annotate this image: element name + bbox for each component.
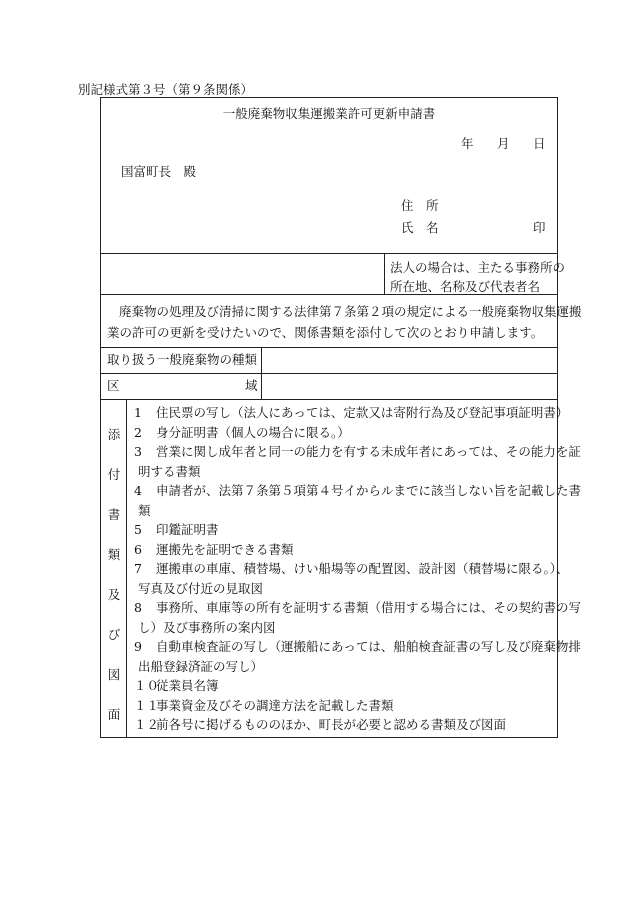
attachments-label-char: 図 xyxy=(107,667,121,682)
area-label-left: 区 xyxy=(107,378,120,393)
attachments-label-char: 類 xyxy=(107,547,121,562)
attachments-label-char: 書 xyxy=(107,507,121,522)
attachment-text-continued: 類 xyxy=(138,502,151,518)
attachments-label-char: 付 xyxy=(107,467,121,482)
statement-line1: 廃棄物の処理及び清掃に関する法律第７条第２項の規定による一般廃棄物収集運搬 xyxy=(119,304,582,319)
attachment-number: 1 xyxy=(134,405,142,420)
attachment-text-continued: 写真及び付近の見取図 xyxy=(138,580,264,596)
date-year: 年 xyxy=(461,136,474,151)
corp-note-line1: 法人の場合は、主たる事務所の xyxy=(390,260,566,275)
attachment-number: １０ xyxy=(134,678,160,693)
attachment-text: 運搬車の車庫、積替場、けい船場等の配置図、設計図（積替場に限る。）、 xyxy=(156,561,569,576)
address-label: 住 所 xyxy=(401,198,439,213)
attachment-text: 前各号に掲げるもののほか、町長が必要と認める書類及び図面 xyxy=(156,717,507,732)
attachment-text: 営業に関し成年者と同一の能力を有する未成年者にあっては、その能力を証 xyxy=(156,444,581,459)
statement-line2: 業の許可の更新を受けたいので、関係書類を添付して次のとおり申請します。 xyxy=(107,325,544,340)
form-caption: 別記様式第３号（第９条関係） xyxy=(78,82,254,97)
attachment-text-continued: 明する書類 xyxy=(138,463,201,479)
seal-mark: 印 xyxy=(533,220,546,235)
attachments-label-char: 及 xyxy=(107,587,121,602)
attachment-text: 事業資金及びその調達方法を記載した書類 xyxy=(156,697,394,713)
attachments-label-char: 面 xyxy=(107,707,121,722)
attachments-label-char: び xyxy=(107,627,121,642)
attachment-text: 申請者が、法第７条第５項第４号イからルまでに該当しない旨を記載した書 xyxy=(156,483,582,498)
attachment-number: 8 xyxy=(134,600,142,615)
attachment-number: 6 xyxy=(134,541,142,557)
attachment-text-continued: し）及び事務所の案内図 xyxy=(138,619,276,635)
attachment-number: 7 xyxy=(134,561,142,576)
attachment-number: 5 xyxy=(134,522,142,537)
corp-note-line2: 所在地、名称及び代表者名 xyxy=(390,279,541,294)
attachment-number: １２ xyxy=(134,717,160,732)
attachment-text: 印鑑証明書 xyxy=(156,522,219,537)
waste-type-label: 取り扱う一般廃棄物の種類 xyxy=(107,352,258,367)
date-month: 月 xyxy=(497,136,510,151)
attachment-number: 9 xyxy=(134,639,142,654)
attachments-label-char: 添 xyxy=(107,427,121,442)
area-label-right: 域 xyxy=(245,378,258,393)
attachment-text: 運搬先を証明できる書類 xyxy=(156,541,294,557)
attachment-text: 自動車検査証の写し（運搬船にあっては、船舶検査証書の写し及び廃棄物排 xyxy=(156,639,581,654)
name-label: 氏 名 xyxy=(401,220,439,235)
attachment-number: １１ xyxy=(134,697,160,713)
attachment-number: 4 xyxy=(134,483,142,498)
attachment-text: 住民票の写し（法人にあっては、定款又は寄附行為及び登記事項証明書） xyxy=(156,405,569,420)
attachment-text-continued: 出船登録済証の写し） xyxy=(138,658,264,674)
form-title: 一般廃棄物収集運搬業許可更新申請書 xyxy=(222,106,436,121)
date-day: 日 xyxy=(533,136,546,151)
attachment-text: 身分証明書（個人の場合に限る。） xyxy=(156,424,350,440)
application-form xyxy=(100,97,582,738)
attachment-number: 3 xyxy=(134,444,142,459)
attachment-text: 事務所、車庫等の所有を証明する書類（借用する場合には、その契約書の写 xyxy=(156,600,582,615)
attachment-number: 2 xyxy=(134,424,142,440)
addressee: 国富町長 殿 xyxy=(121,164,197,179)
attachment-text: 従業員名簿 xyxy=(156,678,219,693)
